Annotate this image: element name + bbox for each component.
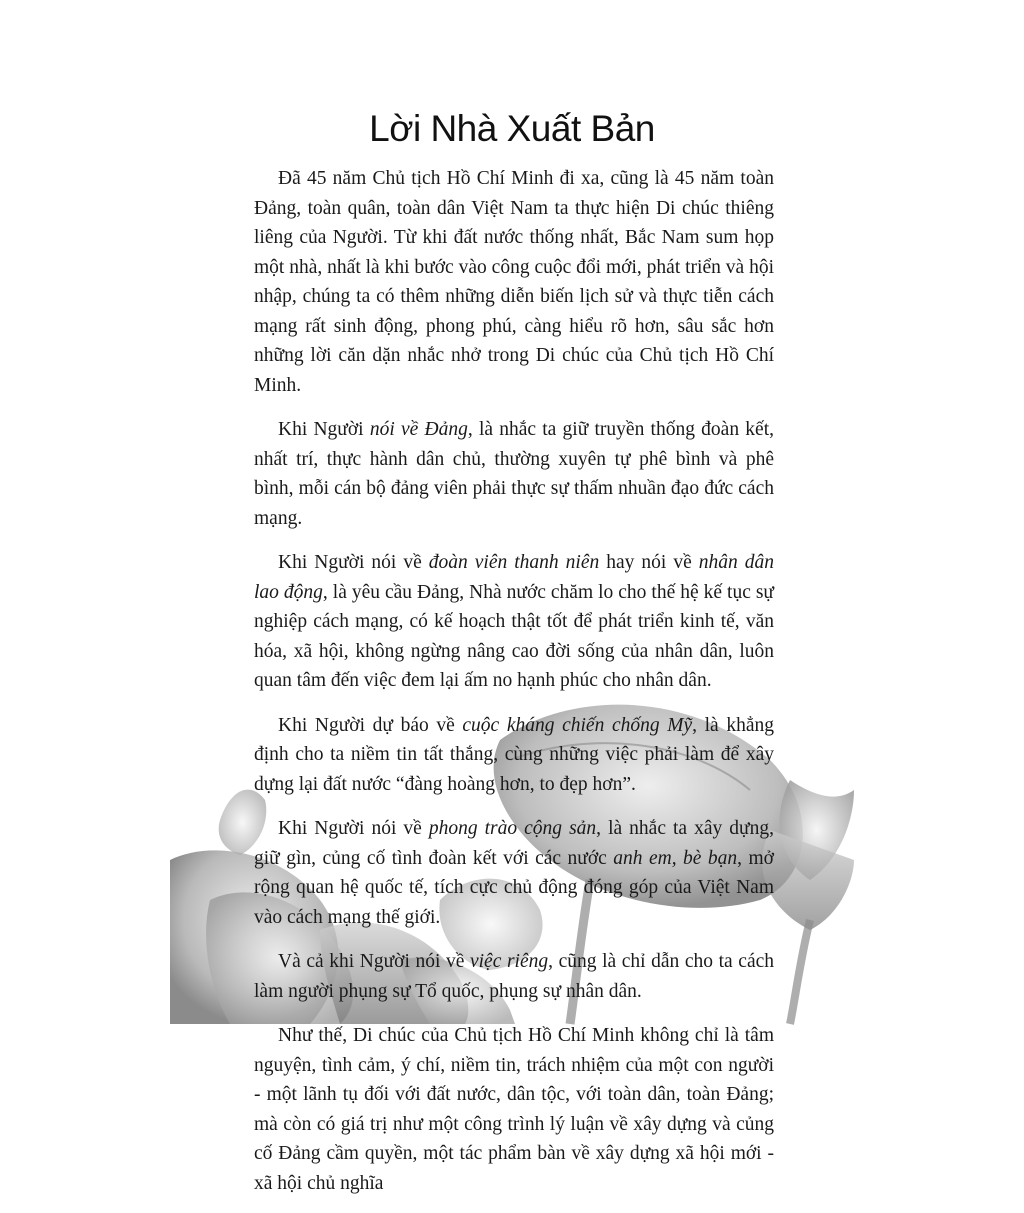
text-run: Khi Người dự báo về — [278, 714, 463, 736]
book-page — [170, 0, 854, 1194]
italic-phrase: việc riêng — [469, 951, 549, 972]
italic-phrase: phong trào cộng sản — [428, 818, 597, 839]
paragraph-5 — [254, 814, 774, 932]
text-run: , là yêu cầu Đảng, Nhà nước chăm lo cho thế hệ kế tục sự nghiệp cách mạng, có kế hoạch thật tốt để phát triển kinh tế, văn hóa, xã hội, không ngừng nâng cao đời sống của nhân dân, luôn quan tâm đến việc đem lại ấm no hạnh phúc cho nhân dân. — [254, 581, 775, 691]
text-run: Khi Người nói về — [278, 818, 429, 839]
text-run: , là nhắc ta giữ truyền thống đoàn kết, nhất trí, thực hành dân chủ, thường xuyên tự phê bình và phê bình, mỗi cán bộ đảng viên phải thực sự thấm nhuần đạo đức cách mạng. — [254, 419, 775, 529]
paragraph-7 — [254, 1021, 774, 1198]
paragraph-1 — [254, 164, 774, 400]
text-run: Như thế, Di chúc của Chủ tịch Hồ Chí Minh không chỉ là tâm nguyện, tình cảm, ý chí, niềm tin, trách nhiệm của một con người - một lãnh tụ đối với đất nước, dân tộc, với toàn dân, toàn Đảng; mà còn có giá trị như một công trình lý luận về xây dựng và củng cố Đảng cầm quyền, một tác phẩm bàn về xây dựng xã hội mới - xã hội chủ nghĩa — [254, 1025, 774, 1194]
text-run: , cũng là chỉ dẫn cho ta cách làm người phụng sự Tổ quốc, phụng sự nhân dân. — [254, 951, 775, 1002]
italic-phrase: đoàn viên thanh niên — [428, 552, 600, 573]
text-run: , là khẳng định cho ta niềm tin tất thắng, cùng những việc phải làm để xây dựng lại đất nước “đàng hoàng hơn, to đẹp hơn”. — [254, 714, 774, 795]
italic-phrase: anh em, bè bạn — [613, 847, 738, 869]
body-text — [254, 164, 774, 1213]
italic-phrase: cuộc kháng chiến chống Mỹ — [462, 714, 693, 736]
page-title: Lời Nhà Xuất Bản — [369, 108, 655, 149]
text-run: Và cả khi Người nói về — [278, 951, 470, 972]
text-run: , mở rộng quan hệ quốc tế, tích cực chủ động đóng góp của Việt Nam vào cách mạng thế giới. — [254, 847, 774, 928]
text-run: Đã 45 năm Chủ tịch Hồ Chí Minh đi xa, cũng là 45 năm toàn Đảng, toàn quân, toàn dân Việt Nam ta thực hiện Di chúc thiêng liêng của Người. Từ khi đất nước thống nhất, Bắc Nam sum họp một nhà, nhất là khi bước vào công cuộc đổi mới, phát triển và hội nhập, chúng ta có thêm những diễn biến lịch sử và thực tiễn cách mạng rất sinh động, phong phú, càng hiểu rõ hơn, sâu sắc hơn những lời căn dặn nhắc nhở trong Di chúc của Chủ tịch Hồ Chí Minh. — [254, 168, 774, 396]
italic-phrase: nói về Đảng — [369, 419, 468, 440]
text-run: Khi Người nói về — [278, 552, 429, 573]
italic-phrase: nhân dân lao động — [254, 552, 775, 603]
paragraph-6 — [254, 947, 774, 1006]
paragraph-4 — [254, 711, 774, 800]
text-run: , là nhắc ta xây dựng, giữ gìn, củng cố tình đoàn kết với các nước — [254, 818, 774, 869]
paragraph-3 — [254, 548, 774, 696]
text-run: hay nói về — [599, 552, 699, 573]
text-run: Khi Người — [278, 419, 370, 440]
paragraph-2 — [254, 415, 774, 533]
